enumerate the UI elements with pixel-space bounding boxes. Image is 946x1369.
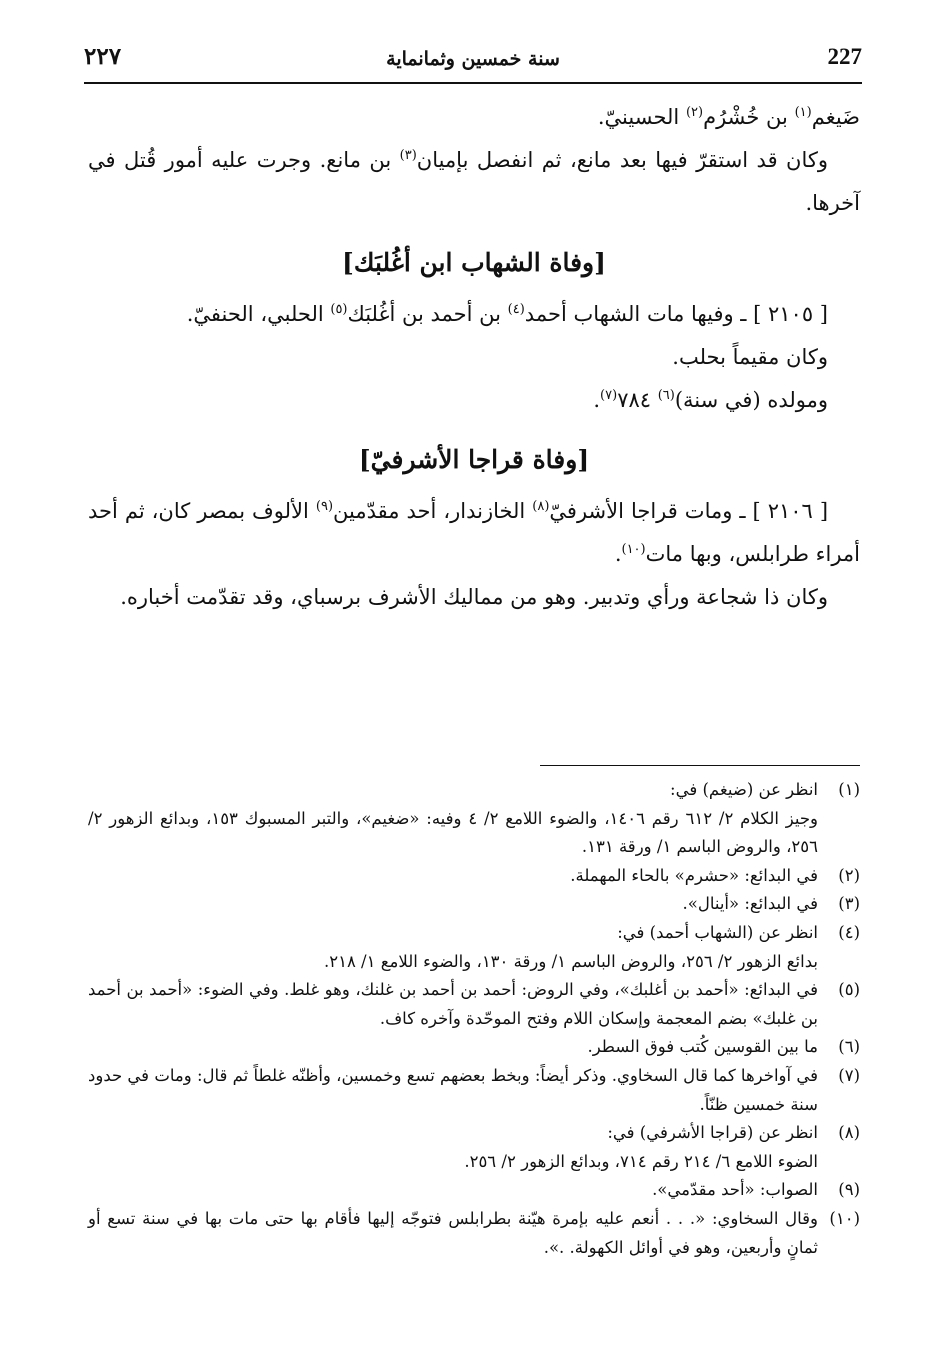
- footnote-line: في البدائع: «أحمد بن أغلبك»، وفي الروض: أحمد بن أحمد بن غلنك، وهو غلط. وفي الضوء: «أحمد بن أحمد بن غلبك» بضم المعجمة وإسكان اللام وفتح الموحّدة وآخره كاف.: [88, 980, 818, 1028]
- footnote: [88, 1062, 860, 1119]
- footnote-number: (٨): [838, 1123, 860, 1143]
- footnote-number: (٩): [838, 1180, 860, 1200]
- paragraph-3: [ ٢١٠٥ ] ـ وفيها مات الشهاب أحمد$^{(٤)}$ بن أحمد بن أغُلبَك$^{(٥)}$ الحلبي، الحنفيّ.: [186, 302, 828, 326]
- footnote: [88, 776, 860, 862]
- footnote-ref[interactable]: (٥): [330, 302, 348, 317]
- footnote-number: (٢): [838, 865, 860, 885]
- footnote-ref[interactable]: (٧): [600, 388, 618, 403]
- paragraph-5: ومولده (في سنة)$^{(٦)}$ ٧٨٤$^{(٧)}$.: [593, 388, 828, 412]
- footnote-number: (٧): [838, 1065, 860, 1085]
- footnote-number: (١): [838, 780, 860, 799]
- footnote-line: وقال السخاوي: «. . . أنعم عليه بإمرة هيّنة بطرابلس فتوجّه إليها فأقام بها حتى مات بها في سنة تسع أو ثمانٍ وأربعين، وهو في أوائل الكهولة. .».: [88, 1208, 818, 1257]
- footnote-line: بدائع الزهور ٢/ ٢٥٦، والروض الباسم ١/ ورقة ١٣٠، والضوء اللامع ١/ ٢١٨.: [323, 951, 818, 971]
- footnote: [88, 1205, 860, 1262]
- paragraph-4: وكان مقيماً بحلب.: [672, 345, 828, 369]
- header-rule: [84, 82, 862, 84]
- footnote-ref[interactable]: (٨): [532, 499, 550, 514]
- footnote: [88, 1119, 860, 1176]
- paragraph-2: وكان قد استقرّ فيها بعد مانع، ثم انفصل بإميان$^{(٣)}$ بن مانع. وجرت عليه أمور قُتل في آخرها.: [88, 148, 860, 215]
- footnote-number: (٥): [838, 980, 860, 1000]
- footnote-line: ما بين القوسين كُتب فوق السطر.: [587, 1037, 818, 1057]
- paragraph-7: وكان ذا شجاعة ورأي وتدبير. وهو من مماليك الأشرف برسباي، وقد تقدّمت أخباره.: [120, 585, 828, 609]
- footnote-ref[interactable]: (٤): [507, 302, 525, 317]
- footnote-line: في البدائع: «أينال».: [682, 894, 818, 914]
- footnote-line: في البدائع: «حشرم» بالحاء المهملة.: [570, 865, 818, 885]
- footnote-ref[interactable]: (٦): [657, 388, 675, 403]
- footnote-line: الصواب: «أحد مقدّمي».: [652, 1180, 818, 1200]
- footnote: [88, 919, 860, 976]
- footnotes: [88, 776, 860, 1262]
- footnote: [88, 890, 860, 919]
- footnote-ref[interactable]: (١): [794, 105, 812, 120]
- paragraph-6: [ ٢١٠٦ ] ـ ومات قراجا الأشرفيّ$^{(٨)}$ الخازندار، أحد مقدّمين$^{(٩)}$ الألوف بمصر كان، ثم أحد أمراء طرابلس، وبها مات$^{(١٠)}$.: [88, 499, 860, 566]
- footnote-ref[interactable]: (٢): [685, 105, 704, 120]
- paragraph-1: ضَيغم$^{(١)}$ بن خُشْرُم$^{(٢)}$ الحسينيّ.: [597, 105, 860, 129]
- footnote-line: انظر عن (قراجا الأشرفي) في:: [607, 1123, 818, 1143]
- footnote-line: وجيز الكلام ٢/ ٦١٢ رقم ١٤٠٦، والضوء اللامع ٢/ ٤ وفيه: «ضغيم»، والتبر المسبوك ١٥٣، وبدائع الزهور ٢/ ٢٥٦، والروض الباسم ١/ ورقة ١٣١.: [88, 808, 819, 857]
- footnote-line: انظر عن (ضيغم) في:: [670, 780, 818, 799]
- footnote-number: (١٠): [829, 1208, 860, 1228]
- page-header: [84, 42, 862, 82]
- footnote-line: في آواخرها كما قال السخاوي. وذكر أيضاً: وبخط بعضهم تسع وخمسين، وأظنّه غلطاً ثم قال: ومات في حدود سنة خمسين ظنّاً.: [88, 1065, 818, 1114]
- page-number-arabic: ٢٢٧: [84, 44, 122, 69]
- section-heading-1: [وفاة الشهاب ابن أغُلبَك]: [342, 248, 606, 277]
- footnote-line: انظر عن (الشهاب أحمد) في:: [617, 922, 818, 942]
- page-number-latin: 227: [827, 44, 862, 69]
- footnote: [88, 1176, 860, 1205]
- footnote-number: (٤): [838, 922, 860, 942]
- footnote-rule: [540, 765, 860, 766]
- footnote-number: (٣): [838, 894, 860, 914]
- footnote: [88, 862, 860, 891]
- main-text: [88, 96, 860, 619]
- footnote-line: الضوء اللامع ٦/ ٢١٤ رقم ٧١٤، وبدائع الزهور ٢/ ٢٥٦.: [464, 1151, 818, 1171]
- footnote: [88, 1033, 860, 1062]
- footnote-ref[interactable]: (١٠): [621, 542, 646, 557]
- footnote-ref[interactable]: (٩): [315, 499, 334, 514]
- section-heading-2: [وفاة قراجا الأشرفيّ]: [358, 445, 590, 474]
- footnote-ref[interactable]: (٣): [399, 148, 417, 163]
- footnote: [88, 976, 860, 1033]
- running-title: سنة خمسين وثمانماية: [386, 48, 560, 70]
- footnote-number: (٦): [838, 1037, 860, 1057]
